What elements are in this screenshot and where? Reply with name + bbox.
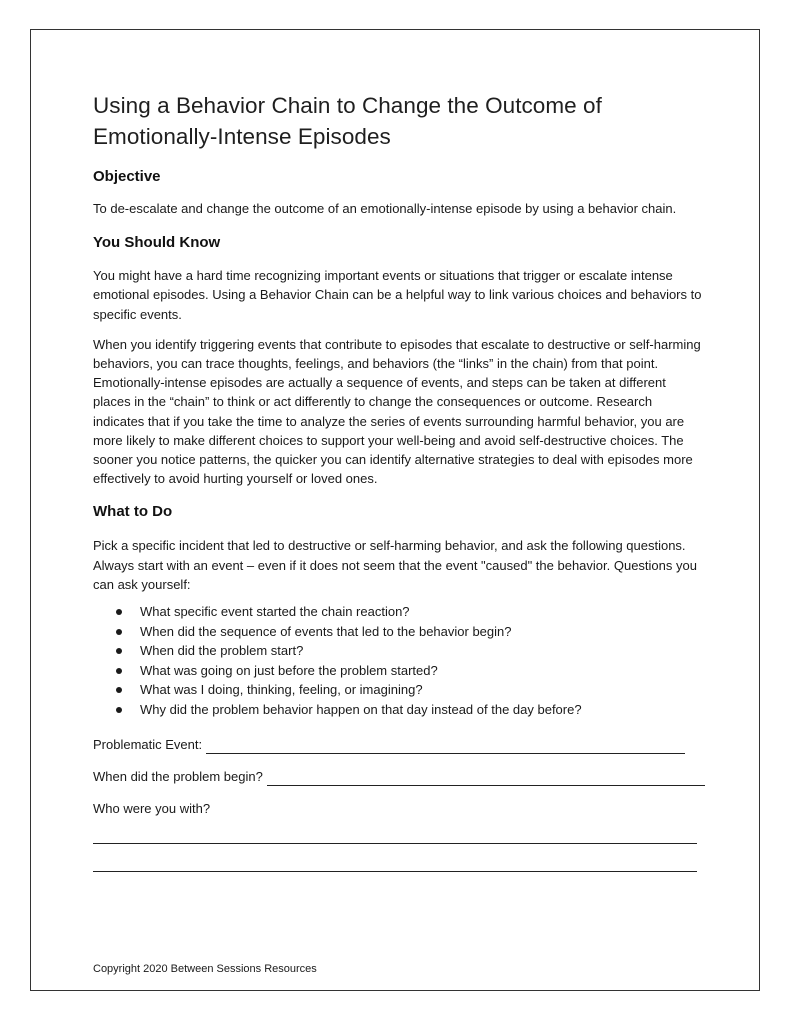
problematic-event-label: Problematic Event: (93, 736, 203, 752)
objective-text: To de-escalate and change the outcome of an emotionally-intense episode by using a behavior chain. (93, 201, 677, 216)
question-item (93, 700, 705, 720)
problematic-event-input[interactable] (206, 739, 685, 754)
bullet-icon (116, 629, 122, 635)
bullet-icon (116, 687, 122, 693)
question-text: What specific event started the chain reaction? (140, 604, 410, 620)
question-item (93, 622, 705, 642)
title-line-2: Emotionally-Intense Episodes (93, 124, 391, 149)
what-to-do-heading: What to Do (93, 503, 173, 521)
page-title (93, 90, 705, 152)
question-item (93, 602, 705, 622)
you-should-know-paragraph-2: When you identify triggering events that contribute to episodes that escalate to destructive or self-harming behaviors, you can trace thoughts, feelings, and behaviors (the “links” in the chain) from that point. Emotionally-intense episodes are actually a sequence of events, and steps can be taken at different places in the “chain” to think or act differently to change the consequences or outcome. Research indicates that if you take the time to analyze the series of events surrounding harmful behavior, you are more likely to make different choices to support your well-being and avoid self-destructive choices. The sooner you notice patterns, the quicker you can identify alternative strategies to deal with episodes more effectively to avoid hurting yourself or loved ones. (93, 336, 701, 487)
problematic-event-field (93, 736, 705, 754)
question-text: When did the sequence of events that led to the behavior begin? (140, 623, 512, 639)
question-text: What was I doing, thinking, feeling, or imagining? (140, 682, 423, 698)
question-text: What was going on just before the problem started? (140, 662, 438, 678)
who-with-input-line-1[interactable] (93, 843, 697, 844)
when-begin-label: When did the problem begin? (93, 768, 263, 784)
objective-heading: Objective (93, 168, 161, 185)
copyright-footer: Copyright 2020 Between Sessions Resources (93, 963, 317, 975)
you-should-know-heading: You Should Know (93, 234, 221, 252)
question-item (93, 641, 705, 661)
what-to-do-intro: Pick a specific incident that led to destructive or self-harming behavior, and ask the following questions. Always start with an event – even if it does not seem that the event "caused" the behavior. Questions you can ask yourself: (93, 538, 697, 592)
question-item (93, 661, 705, 681)
who-with-input-line-2[interactable] (93, 871, 697, 872)
question-text: When did the problem start? (140, 643, 304, 659)
question-text: Why did the problem behavior happen on that day instead of the day before? (140, 702, 582, 718)
who-with-field (93, 800, 705, 818)
bullet-icon (116, 609, 122, 615)
bullet-icon (116, 668, 122, 674)
bullet-icon (116, 707, 122, 713)
when-begin-input[interactable] (267, 771, 705, 786)
bullet-icon (116, 648, 122, 654)
title-line-1: Using a Behavior Chain to Change the Outcome of (93, 93, 602, 118)
worksheet-content (93, 90, 705, 872)
when-begin-field (93, 768, 705, 786)
question-item (93, 680, 705, 700)
who-with-label: Who were you with? (93, 800, 211, 816)
question-list (93, 602, 705, 720)
you-should-know-paragraph-1: You might have a hard time recognizing important events or situations that trigger or escalate intense emotional episodes. Using a Behavior Chain can be a helpful way to link various choices and behaviors to specific events. (93, 268, 702, 322)
